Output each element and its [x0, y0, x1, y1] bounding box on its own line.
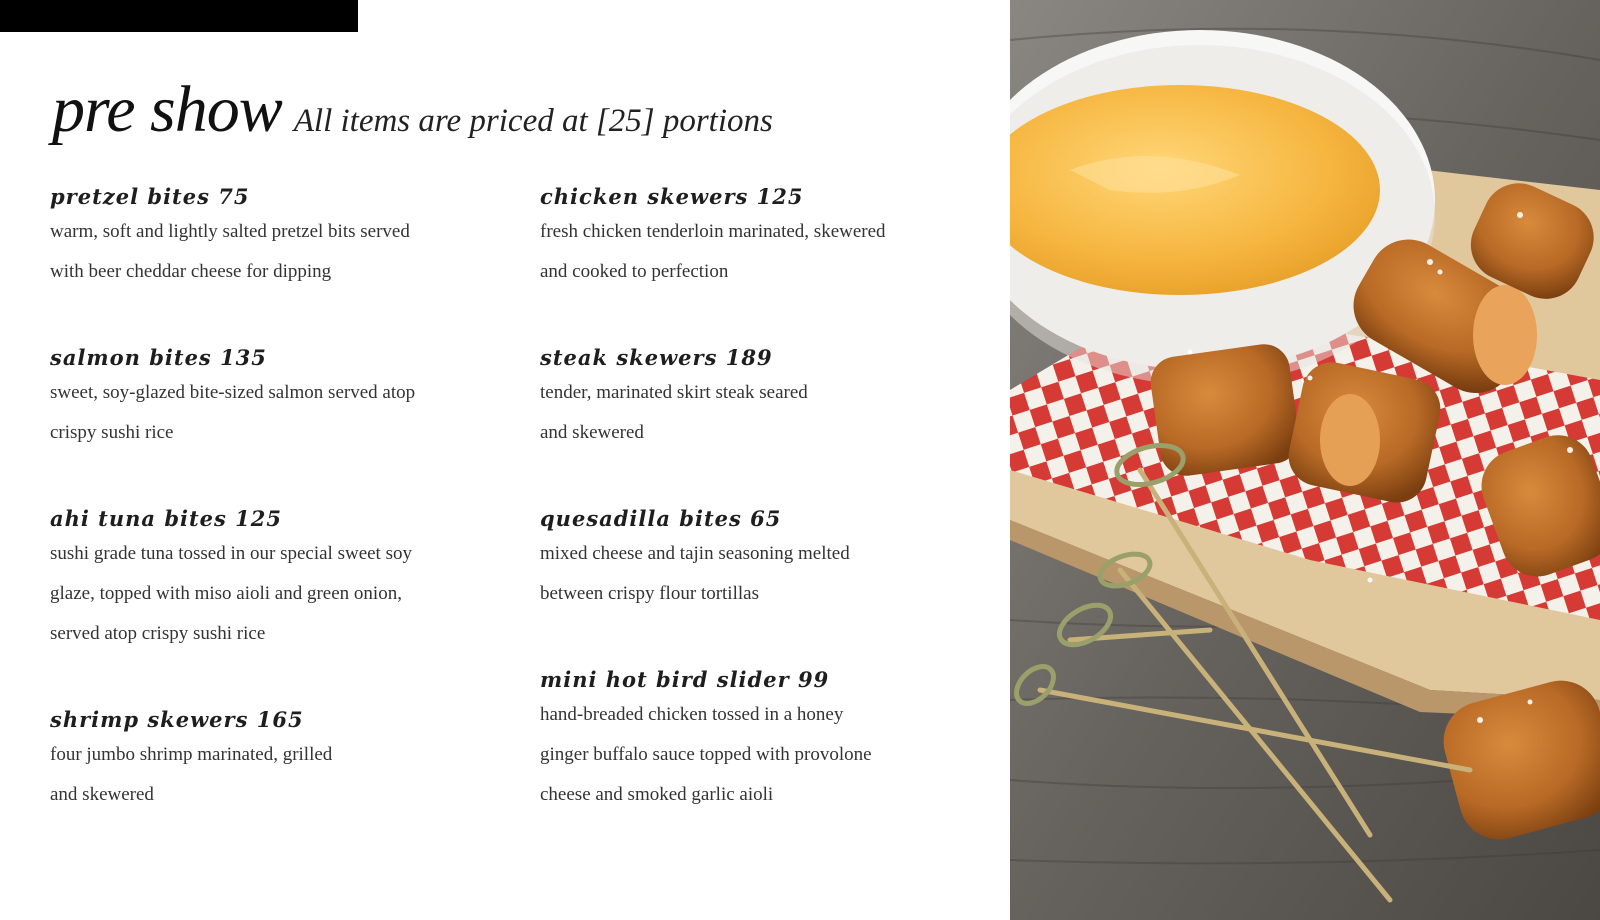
item-description-line: sushi grade tuna tossed in our special sweet soy — [50, 543, 412, 564]
item-description-line: fresh chicken tenderloin marinated, skewered — [540, 221, 886, 242]
menu-item — [540, 182, 886, 292]
item-name: mini hot bird slider 99 — [540, 667, 830, 692]
menu-item — [50, 705, 332, 815]
item-description-line: mixed cheese and tajin seasoning melted — [540, 543, 850, 564]
pretzel-bites-with-cheese-dip-photo — [1010, 0, 1600, 920]
item-description-line: four jumbo shrimp marinated, grilled — [50, 744, 333, 765]
item-description-line: and skewered — [50, 784, 154, 805]
item-description-line: and cooked to perfection — [540, 261, 729, 282]
page-title: pre show — [52, 73, 282, 146]
item-name: chicken skewers 125 — [540, 184, 804, 209]
item-description-line: with beer cheddar cheese for dipping — [50, 261, 332, 282]
item-name: salmon bites 135 — [50, 345, 267, 370]
menu-item — [50, 343, 415, 453]
item-description-line: sweet, soy-glazed bite-sized salmon served atop — [50, 382, 416, 403]
item-description-line: glaze, topped with miso aioli and green onion, — [50, 583, 402, 604]
top-black-bar — [0, 0, 358, 32]
item-name: pretzel bites 75 — [50, 184, 250, 209]
item-description-line: between crispy flour tortillas — [540, 583, 759, 604]
page-subtitle: All items are priced at [25] portions — [293, 103, 773, 139]
item-name: ahi tuna bites 125 — [50, 506, 283, 531]
menu-item — [540, 343, 808, 453]
menu-item — [540, 504, 850, 614]
menu-item — [50, 504, 412, 654]
item-description-line: ginger buffalo sauce topped with provolone — [540, 744, 872, 765]
menu-item — [540, 665, 872, 815]
item-description-line: and skewered — [540, 422, 644, 443]
item-description-line: served atop crispy sushi rice — [50, 623, 266, 644]
item-name: quesadilla bites 65 — [540, 506, 782, 531]
item-description-line: crispy sushi rice — [50, 422, 174, 443]
item-name: steak skewers 189 — [540, 345, 773, 370]
item-description-line: tender, marinated skirt steak seared — [540, 382, 808, 403]
item-description-line: hand-breaded chicken tossed in a honey — [540, 704, 844, 725]
menu-item — [50, 182, 410, 292]
menu-heading — [52, 72, 773, 148]
item-description-line: cheese and smoked garlic aioli — [540, 784, 774, 805]
item-name: shrimp skewers 165 — [50, 707, 304, 732]
item-description-line: warm, soft and lightly salted pretzel bits served — [50, 221, 410, 242]
